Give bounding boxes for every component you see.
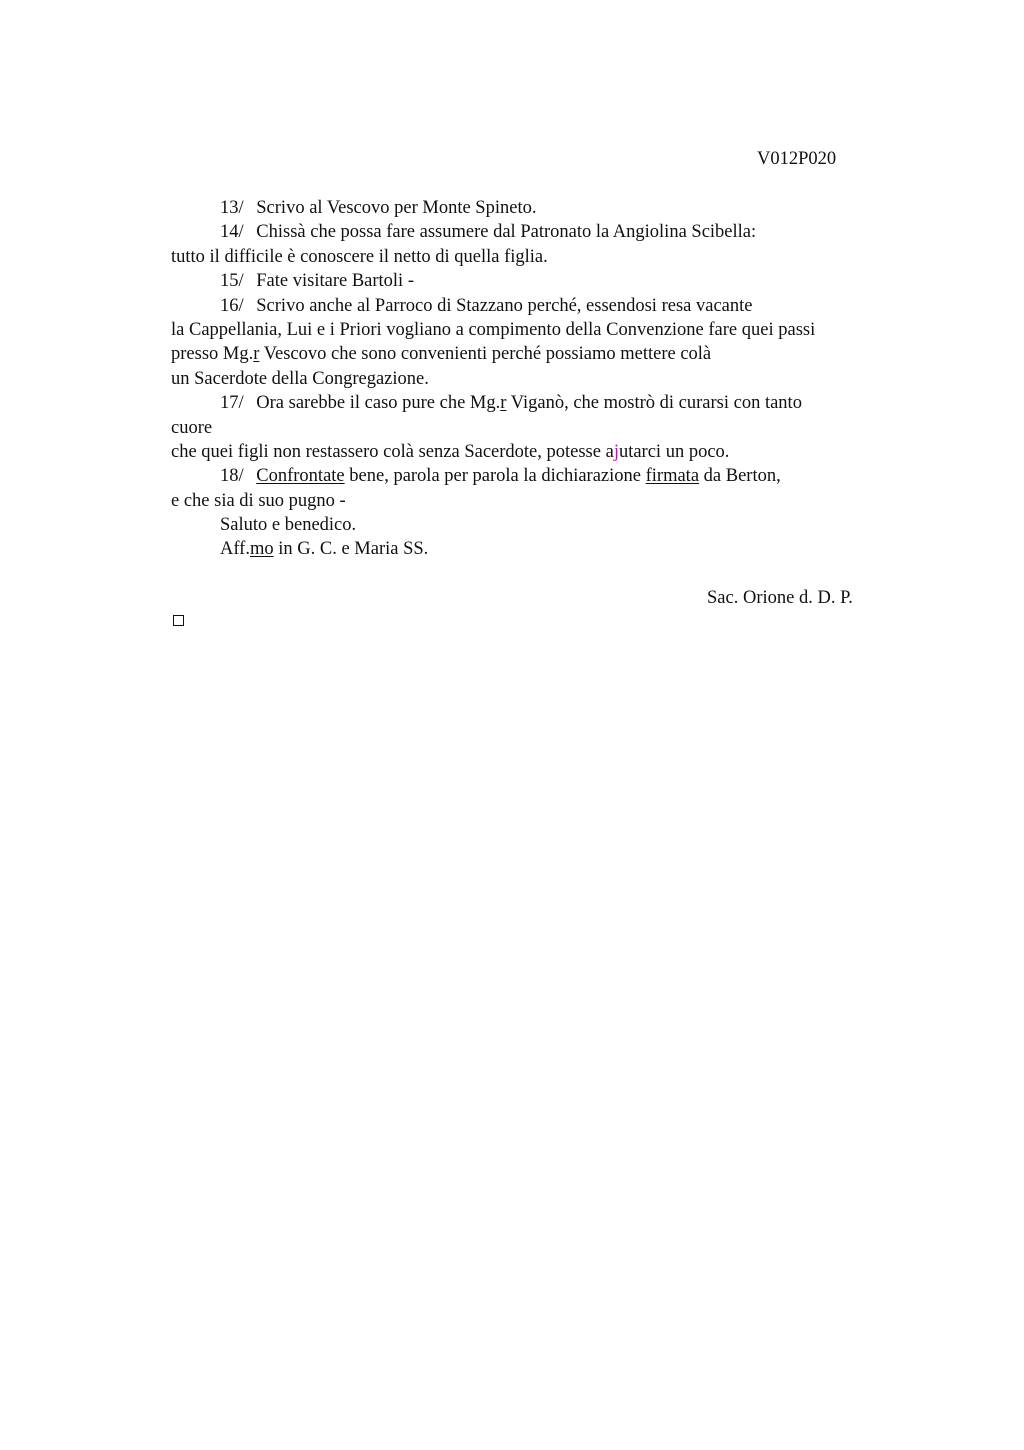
text-run: da Berton,: [699, 466, 781, 487]
item-text: Scrivo al Vescovo per Monte Spineto.: [256, 198, 537, 218]
closing-affmo: [171, 537, 901, 561]
item-text: Chissà che possa fare assumere dal Patronato la Angiolina Scibella:: [256, 222, 757, 243]
text-run: Ora sarebbe il caso pure che Mg.: [256, 393, 501, 414]
text-run: Viganò, che mostrò di curarsi con tanto: [506, 393, 802, 414]
highlighted-letter: j: [613, 441, 619, 462]
document-code: V012P020: [757, 149, 837, 169]
item-17-continuation: [171, 440, 901, 464]
underlined-abbrev: mo: [249, 539, 274, 560]
item-text: Fate visitare Bartoli -: [256, 271, 414, 292]
underlined-abbrev: r: [253, 344, 260, 365]
item-number: 18/: [220, 466, 244, 487]
closing-greeting: Saluto e benedico.: [220, 515, 357, 536]
item-17: [171, 391, 901, 415]
underlined-abbrev: r: [500, 393, 507, 414]
text-run: in G. C. e Maria SS.: [273, 539, 429, 560]
underlined-word: Confrontate: [256, 466, 345, 487]
item-16-continuation: un Sacerdote della Congregazione.: [171, 368, 429, 389]
item-17-continuation: cuore: [171, 417, 213, 438]
text-run: presso Mg.: [171, 344, 254, 365]
text-run: Vescovo che sono convenienti perché possiamo mettere colà: [259, 344, 712, 365]
text-run: Aff.: [220, 539, 250, 560]
item-18-continuation: e che sia di suo pugno -: [171, 490, 346, 511]
item-15: [171, 269, 901, 293]
signature: Sac. Orione d. D. P.: [707, 588, 853, 608]
item-18: [171, 464, 901, 488]
text-run: bene, parola per parola la dichiarazione: [344, 466, 646, 487]
item-number: 16/: [220, 295, 244, 316]
item-number: 17/: [220, 393, 244, 414]
item-13: [171, 196, 901, 220]
end-box-icon: [173, 615, 184, 626]
text-run: che quei figli non restassero colà senza Sacerdote, potesse a: [171, 441, 614, 462]
item-14: [171, 220, 901, 244]
item-number: 15/: [220, 271, 244, 292]
item-16-continuation: la Cappellania, Lui e i Priori vogliano a compimento della Convenzione fare quei passi: [171, 319, 816, 340]
item-text: Scrivo anche al Parroco di Stazzano perché, essendosi resa vacante: [256, 295, 753, 316]
item-number: 14/: [220, 222, 244, 243]
underlined-word: firmata: [645, 466, 700, 487]
item-number: 13/: [220, 198, 244, 218]
item-16: [171, 294, 901, 318]
letter-body: [171, 196, 901, 562]
item-14-continuation: tutto il difficile è conoscere il netto di quella figlia.: [171, 246, 548, 267]
item-16-continuation: [171, 342, 901, 366]
text-run: utarci un poco.: [618, 441, 730, 462]
